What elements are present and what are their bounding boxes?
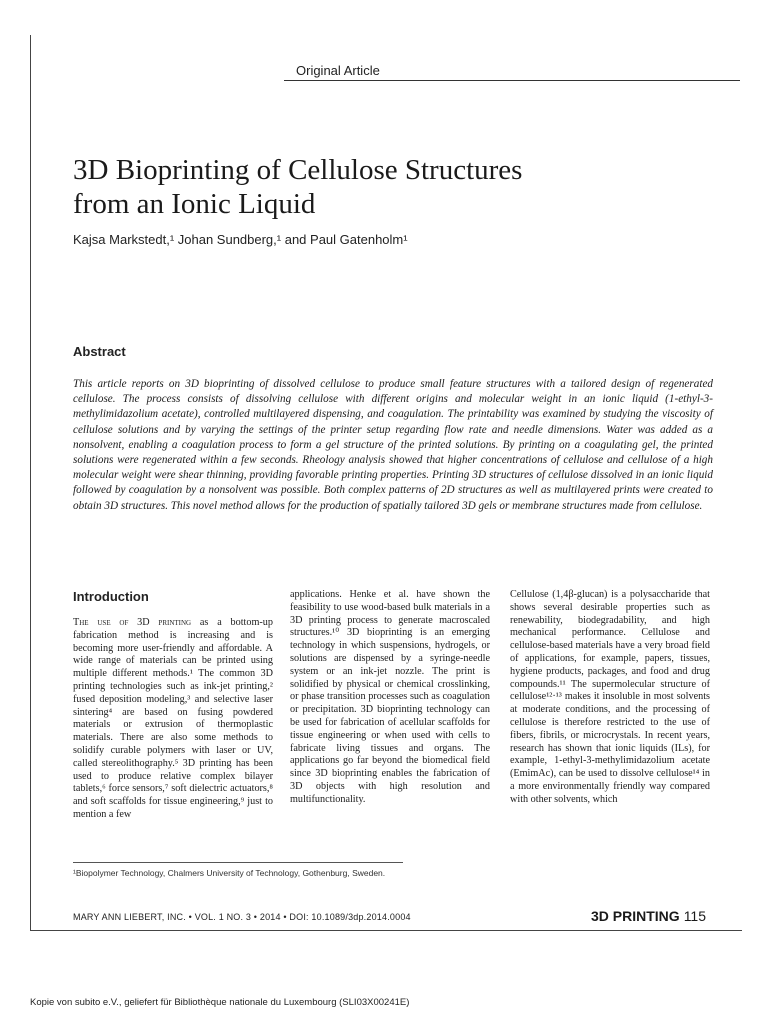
introduction-heading: Introduction: [73, 589, 149, 604]
section-label: Original Article: [296, 63, 380, 78]
delivery-stamp: Kopie von subito e.V., geliefert für Bibliothèque nationale du Luxembourg (SLI03X00241E): [30, 997, 410, 1008]
article-title-line-2: from an Ionic Liquid: [73, 188, 316, 220]
footer-rule: [30, 930, 742, 931]
left-margin-rule: [30, 35, 31, 930]
column-1-text: as a bottom-up fabrication method is increasing and is becoming more user-friendly and affordable. A wide range of materials can be printed using multiple different methods.¹ The common 3D printing technologies such as ink-jet printing,² fused deposition modeling,³ and selective laser sintering⁴ are based on fusing powdered materials or extrusion of thermoplastic materials. There are also some methods to solidify curable polymers with laser or UV, called stereolithography.⁵ 3D printing has been used to produce relative complex bilayer tablets,⁶ force sensors,⁷ soft dielectric actuators,⁸ and soft scaffolds for tissue engineering,⁹ just to mention a few: [73, 617, 273, 820]
column-1-paragraph: [73, 617, 273, 822]
affiliation-footnote: ¹Biopolymer Technology, Chalmers University of Technology, Gothenburg, Sweden.: [73, 868, 386, 878]
footer-journal: [591, 908, 706, 924]
article-title: [73, 153, 633, 221]
article-title-line-1: 3D Bioprinting of Cellulose Structures: [73, 154, 523, 186]
page-number: 115: [683, 908, 707, 924]
abstract-heading: Abstract: [73, 344, 126, 359]
lead-in-text: The use of 3D printing: [73, 617, 192, 628]
column-2-text: applications. Henke et al. have shown the feasibility to use wood-based bulk materials in a 3D printing process to generate macroscaled structures.¹⁰ 3D bioprinting is an emerging technology in which suspensions, hydrogels, or solutions are dispensed by a syringe-needle system or an ink-jet nozzle. The print is solidified by physical or chemical crosslinking, or phase transition processes such as coagulation or precipitation. 3D bioprinting technology can be used for fabrication of acellular scaffolds for tissue engineering or when used with cells to fabricate living tissues and organs. The applications go far beyond the biomedical field since 3D bioprinting enables the fabrication of 3D objects with high resolution and multifunctionality.: [290, 589, 490, 805]
author-list: Kajsa Markstedt,¹ Johan Sundberg,¹ and Paul Gatenholm¹: [73, 232, 408, 247]
body-column-2: [290, 589, 490, 807]
abstract-text: This article reports on 3D bioprinting of dissolved cellulose to produce small feature structures with a tailored design of regenerated cellulose. The process consists of dissolving cellulose with different origins and molecular weight in an ionic liquid (1-ethyl-3-methylimidazolium acetate), controlled multilayered dispensing, and coagulation. The printability was examined by studying the viscosity of cellulose solutions and by varying the settings of the printer setup regarding flow rate and needle dimensions. Water was added as a nonsolvent, enabling a coagulation process to form a gel structure of the printed solutions. By printing on a coagulating gel, the printed solutions were regenerated within a few seconds. Rheology analysis showed that higher concentrations of cellulose and cellulose of a high molecular weight were shear thinning, providing favorable printing properties. Printing 3D structures of cellulose dissolved in an ionic liquid followed by coagulation by a nonsolvent was possible. Both complex patterns of 2D structures as well as multilayered prints were created to obtain 3D structures. This novel method allows for the production of spatially tailored 3D gels or membrane structures made from cellulose.: [73, 378, 713, 512]
journal-name: 3D PRINTING: [591, 908, 680, 924]
footnote-rule: [73, 862, 403, 863]
column-3-text: Cellulose (1,4β-glucan) is a polysaccharide that shows several desirable properties such as renewability, biodegradability, and high mechanical performance. Cellulose and cellulose-based materials have a very broad field of applications, for example, papers, tissues, hygiene products, packages, and food and drug compounds.¹¹ The supermolecular structure of cellulose¹²·¹³ makes it insoluble in most solvents at moderate conditions, and the processing of cellulose is therefore restricted to the use of fibers, fibrils, or microcrystals. In recent years, research has shown that ionic liquids (ILs), for example, 1-ethyl-3-methylimidazolium acetate (EmimAc), can be used to dissolve cellulose¹⁴ in a more environmentally friendly way compared with other solvents, which: [510, 589, 710, 805]
header-rule: [284, 80, 740, 81]
body-column-3: [510, 589, 710, 807]
footer-citation: MARY ANN LIEBERT, INC. • VOL. 1 NO. 3 • 2014 • DOI: 10.1089/3dp.2014.0004: [73, 912, 411, 922]
body-column-1: [73, 617, 273, 822]
